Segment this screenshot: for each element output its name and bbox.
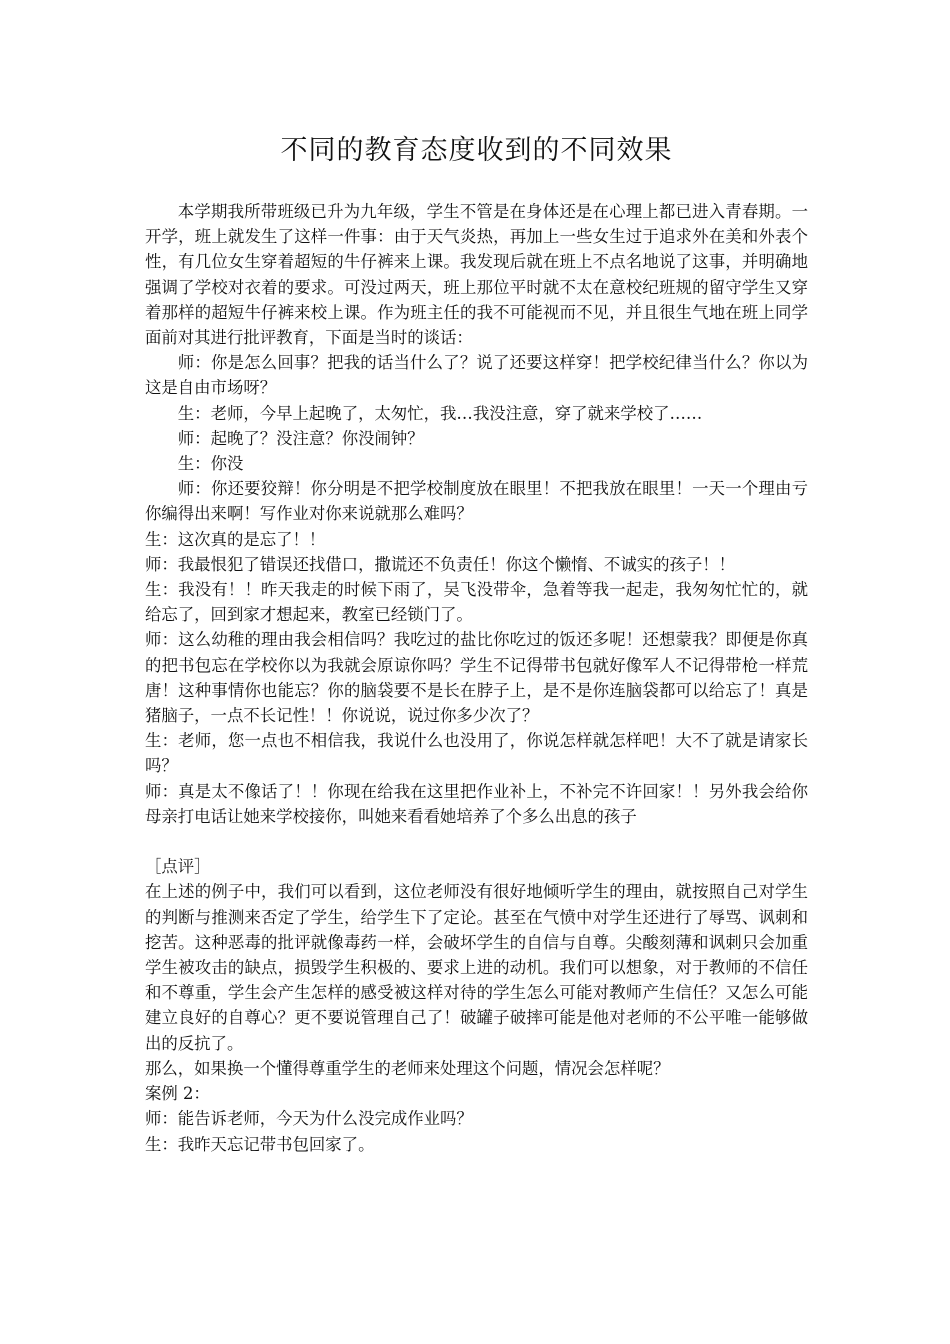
paragraph: 在上述的例子中，我们可以看到，这位老师没有很好地倾听学生的理由，就按照自己对学生的判断与推测来否定了学生，给学生下了定论。甚至在气愤中对学生还进行了辱骂、讽刺和挖苦。这种恶毒的批评就像毒药一样，会破坏学生的自信与自尊。尖酸刻薄和讽刺只会加重学生被攻击的缺点，损毁学生积极的、要求上进的动机。我们可以想象，对于教师的不信任和不尊重，学生会产生怎样的感受被这样对待的学生怎么可能对教师产生信任？又怎么可能建立良好的自尊心？更不要说管理自己了！破罐子破摔可能是他对老师的不公平唯一能够做出的反抗了。 <box>145 882 808 1053</box>
paragraph: 师：你还要狡辩！你分明是不把学校制度放在眼里！不把我放在眼里！一天一个理由亏你编得出来啊！写作业对你来说就那么难吗？ <box>145 479 808 524</box>
paragraph: 师：我最恨犯了错误还找借口，撒谎还不负责任！你这个懒惰、不诚实的孩子！！ <box>145 554 736 574</box>
paragraph: 本学期我所带班级已升为九年级，学生不管是在身体还是在心理上都已进入青春期。一开学，班上就发生了这样一件事：由于天气炎热，再加上一些女生过于追求外在美和外表个性，有几位女生穿着超短的牛仔裤来上课。我发现后就在班上不点名地说了这事，并明确地强调了学校对衣着的要求。可没过两天，班上那位平时就不太在意校纪班规的留守学生又穿着那样的超短牛仔裤来校上课。作为班主任的我不可能视而不见，并且很生气地在班上同学面前对其进行批评教育，下面是当时的谈话： <box>145 202 808 348</box>
document-title: 不同的教育态度收到的不同效果 <box>280 135 673 166</box>
paragraph: 生：老师，您一点也不相信我，我说什么也没用了，你说怎样就怎样吧！大不了就是请家长吗？ <box>145 731 808 776</box>
document-body <box>145 199 808 1157</box>
paragraph: 师：你是怎么回事？把我的话当什么了？说了还要这样穿！把学校纪律当什么？你以为这是自由市场呀？ <box>145 353 808 398</box>
paragraph: 师：这么幼稚的理由我会相信吗？我吃过的盐比你吃过的饭还多呢！还想蒙我？即便是你真的把书包忘在学校你以为我就会原谅你吗？学生不记得带书包就好像军人不记得带枪一样荒唐！这种事情你也能忘？你的脑袋要不是长在脖子上，是不是你连脑袋都可以给忘了！真是猪脑子，一点不长记性！！你说说，说过你多少次了？ <box>145 630 808 726</box>
paragraph: 案例 2： <box>145 1084 210 1104</box>
paragraph: 生：你没 <box>177 454 244 474</box>
paragraph: 生：老师，今早上起晚了，太匆忙，我…我没注意，穿了就来学校了…… <box>177 403 703 423</box>
paragraph: 师：能告诉老师，今天为什么没完成作业吗？ <box>145 1109 473 1129</box>
paragraph: 生：我没有！！昨天我走的时候下雨了，吴飞没带伞，急着等我一起走，我匆匆忙忙的，就给忘了，回到家才想起来，教室已经锁门了。 <box>145 580 808 625</box>
paragraph: 师：起晚了？没注意？你没闹钟？ <box>177 428 424 448</box>
paragraph-spacer <box>145 829 808 854</box>
paragraph: 生：这次真的是忘了！！ <box>145 529 326 549</box>
paragraph: 生：我昨天忘记带书包回家了。 <box>145 1134 375 1154</box>
paragraph: 师：真是太不像话了！！你现在给我在这里把作业补上，不补完不许回家！！另外我会给你母亲打电话让她来学校接你，叫她来看看她培养了个多么出息的孩子 <box>145 781 808 826</box>
paragraph: ［点评］ <box>145 857 211 877</box>
document-page <box>145 128 808 1157</box>
paragraph: 那么，如果换一个懂得尊重学生的老师来处理这个问题，情况会怎样呢？ <box>145 1058 670 1078</box>
